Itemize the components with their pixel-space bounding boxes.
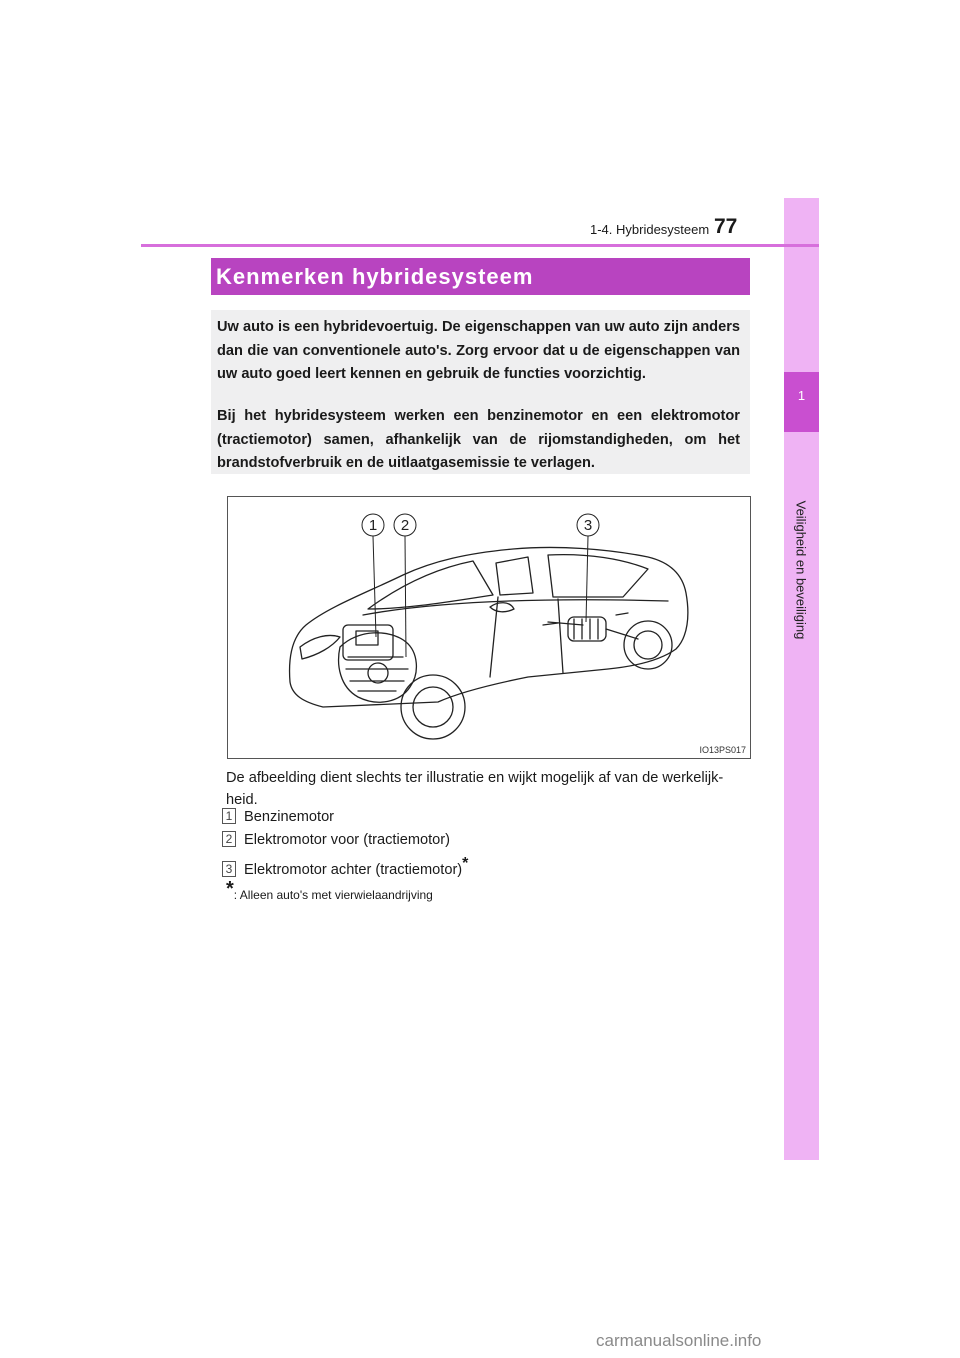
callout-2: 2 [400,517,410,534]
intro-paragraph-2: Bij het hybridesysteem werken een benzinemotor en een elektromotor (tractiemotor) samen, afhankelijk van de rijomstandigheden, om het brandstofverbruik en de uitlaatgasemissie te verlagen. [217,408,740,471]
front-side-window [496,557,533,595]
footnote [226,878,433,902]
side-tab [784,198,819,1160]
side-tab-chapter-label: Veiligheid en beveiliging [793,500,809,640]
list-item [222,855,469,878]
intro-box [211,310,750,474]
door-line [490,597,563,677]
item-label: Elektromotor achter (tractiemotor) [244,862,463,878]
footnote-star: * [226,878,234,900]
windshield [368,561,493,609]
watermark: carmanualsonline.info [596,1331,762,1350]
item-number: 2 [222,831,236,847]
front-wheel [401,675,465,739]
page-title: Kenmerken hybridesysteem [216,264,534,289]
car-body-outline [290,547,688,707]
list-item [222,808,334,826]
header-rule [141,244,819,247]
rear-side-window [548,555,648,597]
figure-code: IO13PS017 [699,745,746,755]
footnote-text: : Alleen auto's met vierwielaandrijving [233,888,433,902]
item-label: Benzinemotor [244,809,335,825]
section-title: 1-4. Hybridesysteem [590,222,710,237]
side-tab-chapter-number: 1 [797,388,806,403]
rear-motor-assembly [548,617,638,641]
engine-assembly [339,625,417,702]
car-illustration [228,497,750,758]
item-label: Elektromotor voor (tractiemotor) [244,832,450,848]
list-item [222,831,450,849]
item-number: 3 [222,861,236,877]
hybrid-system-illustration [227,496,751,759]
side-mirror [490,603,514,612]
figure-caption: De afbeelding dient slechts ter illustratie en wijkt mogelijk af van de werkelijk- heid. [226,770,724,808]
footnote-mark: * [462,855,469,872]
intro-paragraph-1: Uw auto is een hybridevoertuig. De eigenschappen van uw auto zijn anders dan die van conventionele auto's. Zorg ervoor dat u de eigenschappen van uw auto goed leert kennen en gebruik de functies voorzichtig. [217,319,740,382]
item-number: 1 [222,808,236,824]
page-number: 77 [714,215,738,238]
headlight [300,635,340,659]
callout-1: 1 [368,517,378,534]
callout-3: 3 [583,517,593,534]
